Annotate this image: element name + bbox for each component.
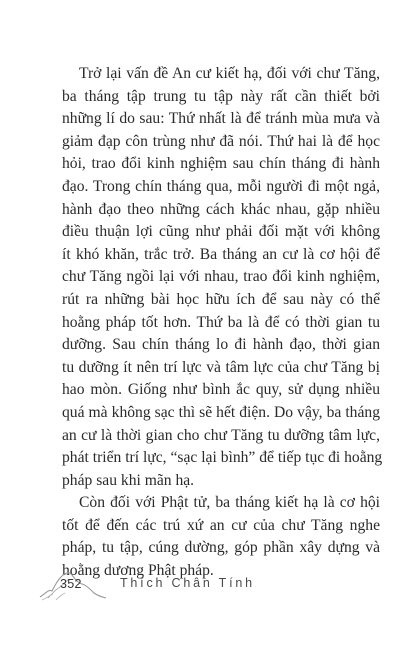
text-line: đạo. Trong chín tháng qua, mỗi người đi một ngả, [62,177,380,195]
text-line: giảm đạp côn trùng như đã nói. Thứ hai là để học [62,132,380,150]
text-line: hỏi, trao đổi kinh nghiệm sau chín tháng đi hành [62,155,380,173]
text-line: phát triển trí lực, “sạc lại bình” để tiếp tục đi hoằng [62,449,383,467]
text-line: tốt để đến các trú xứ an cư của chư Tăng nghe [62,516,380,534]
text-line: Còn đối với Phật tử, ba tháng kiết hạ là cơ hội [79,494,380,512]
text-line: hao mòn. Giống như bình ắc quy, sử dụng nhiều [62,381,380,399]
text-line: pháp, tu tập, cúng dường, góp phần xây dựng và [62,539,380,557]
text-line: pháp sau khi mãn hạ. [62,471,195,489]
text-line: những lí do sau: Thứ nhất là để tránh mùa mưa và [62,110,380,128]
page-number: 352 [60,577,82,591]
body-text [62,63,383,583]
running-footer-author: Thích Chân Tính [120,576,255,590]
text-line: hoằng dương Phật pháp. [62,562,214,580]
text-line: ít khó khăn, trắc trở. Ba tháng an cư là cơ hội để [62,245,380,263]
text-line: rút ra những bài học hữu ích để sau này có thể [62,290,380,308]
text-line: ba tháng tập trung tu tập này rất cần thiết bởi [62,87,380,105]
text-line: điều thuận lợi cũng như phải đối mặt với không [62,223,380,241]
text-line: dưỡng. Sau chín tháng lo đi hành đạo, thời gian [62,336,380,354]
text-line: Trở lại vấn đề An cư kiết hạ, đối với chư Tăng, [79,65,380,82]
page-footer [0,567,420,607]
text-line: hành đạo theo những cách khác nhau, gặp nhiều [62,200,380,218]
text-line: hoằng pháp tốt hơn. Thứ ba là để có thời gian tu [62,313,380,331]
text-line: quá mà không sạc thì sẽ hết điện. Do vậy, ba tháng [62,403,380,421]
text-line: an cư là thời gian cho chư Tăng tu dưỡng tâm lực, [62,426,380,444]
text-line: chư Tăng ngồi lại với nhau, trao đổi kinh nghiệm, [62,268,380,286]
text-line: tu dưỡng ít nên trí lực và tâm lực của chư Tăng bị [62,358,380,376]
